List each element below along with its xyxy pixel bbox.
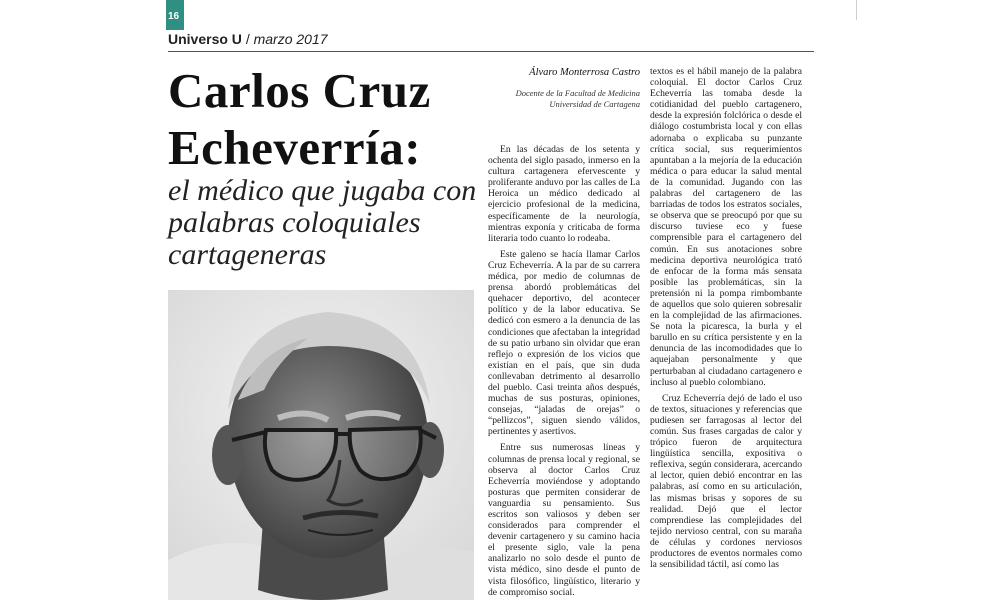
portrait-photo xyxy=(168,290,474,600)
margin-line xyxy=(856,0,857,20)
byline xyxy=(488,66,640,110)
header-rule xyxy=(168,51,814,52)
body-paragraph: En las décadas de los setenta y ochenta del siglo pasado, inmerso en la cultura cartagenera efervescente y proliferante anduvo por las calles de La Heroica un médico dedicado al ejercicio profesional de la medicina, específicamente de la neurología, mientras exponía y criticaba de forma literaria todo cuanto lo rodeaba. xyxy=(488,144,640,244)
masthead xyxy=(168,31,328,47)
author-name: Álvaro Monterrosa Castro xyxy=(529,67,640,78)
body-paragraph: Este galeno se hacía llamar Carlos Cruz Echeverría. A la par de su carrera médica, por medio de columnas de prensa abordó problemáticas del quehacer deportivo, del acontecer político y de la labor educativa. Se dedicó con esmero a la denuncia de las condiciones que afectaban la integridad de su patio urbano sin olvidar que eran reflejo o expresión de los vicios que existían en el país, que sin duda conllevaban detrimento al desarrollo del pueblo. Casi treinta años después, muchas de sus posturas, opiniones, consejas, “jaladas de orejas” o “pellizcos”, siguen siendo válidos, pertinentes y asertivos. xyxy=(488,248,640,438)
article-subhead: el médico que jugaba con palabras coloquiales cartageneras xyxy=(168,174,477,271)
page-number: 16 xyxy=(168,11,180,22)
article-column-2 xyxy=(650,66,802,600)
author-role-line-1: Docente de la Facultad de Medicina xyxy=(515,88,640,98)
article-headline xyxy=(168,62,488,176)
body-paragraph: Cruz Echeverría dejó de lado el uso de textos, situaciones y referencias que pudiesen ser farragosas al lector del común. Sus frases cargadas de calor y trópico fueron de arquitectura lingüística sencilla, expositiva o reflexiva, según considerara, acercando al lector, quien debió encontrar en las palabras, así como en su articulación, las mismas brisas y sopores de su realidad. Dejó que el lector comprendiese las complejidades del tejido nervioso central, con su maraña de células y cordones nerviosos productores de eventos normales como la sensibilidad táctil, así como las xyxy=(650,392,802,571)
body-paragraph: Entre sus numerosas líneas y columnas de prensa local y regional, se observa al doctor Carlos Cruz Echeverría moviéndose y adoptando posturas que permiten considerar de vanguardia su pensamiento. Sus escritos son valiosos y deben ser considerados para comprender el devenir cartagenero y su camino hacia el presente siglo, vale la pena analizarlo no solo desde el punto de vista médico, sino desde el punto de vista filosófico, lingüístico, literario y de compromiso social. xyxy=(488,442,640,598)
author-role-line-2: Universidad de Cartagena xyxy=(549,99,640,109)
headline-line-1: Carlos Cruz xyxy=(168,63,431,118)
masthead-separator: / xyxy=(245,31,250,47)
body-paragraph-continuation: textos es el hábil manejo de la palabra coloquial. El doctor Carlos Cruz Echeverría las tomaba desde la cotidianidad del pueblo cartagenero, desde la expresión folclórica o desde el diálogo costumbrista local y con ellas adornaba o explicaba su punzante crítica social, sus requerimientos apuntaban a la mejoría de la educación médica o para educar la salud mental de la comunidad. Jugando con las palabras del cartagenero de las barriadas de todos los estratos sociales, se observa que se preocupó por que su discurso tuviese eco y fuese comprensible para el cartagenero del común. En sus anotaciones sobre medicina deportiva neurológica trató de enfocar de la forma más sensata posible las problemáticas, sin la pretensión ni la pompa rimbombante de aquellos que solo quieren sobresalir en la complejidad de las afirmaciones. Se nota la picaresca, la burla y el barullo en su crítica persistente y en la denuncia de las incomodidades que lo aquejaban personalmente y que perturbaban al ciudadano cartagenero e incluso al pueblo colombiano. xyxy=(650,66,802,388)
masthead-brand: Universo U xyxy=(168,31,242,47)
portrait-illustration xyxy=(168,290,474,600)
headline-line-2: Echeverría: xyxy=(168,120,422,175)
article-column-1 xyxy=(488,144,640,600)
masthead-date: marzo 2017 xyxy=(253,31,328,47)
author-role xyxy=(488,88,640,110)
